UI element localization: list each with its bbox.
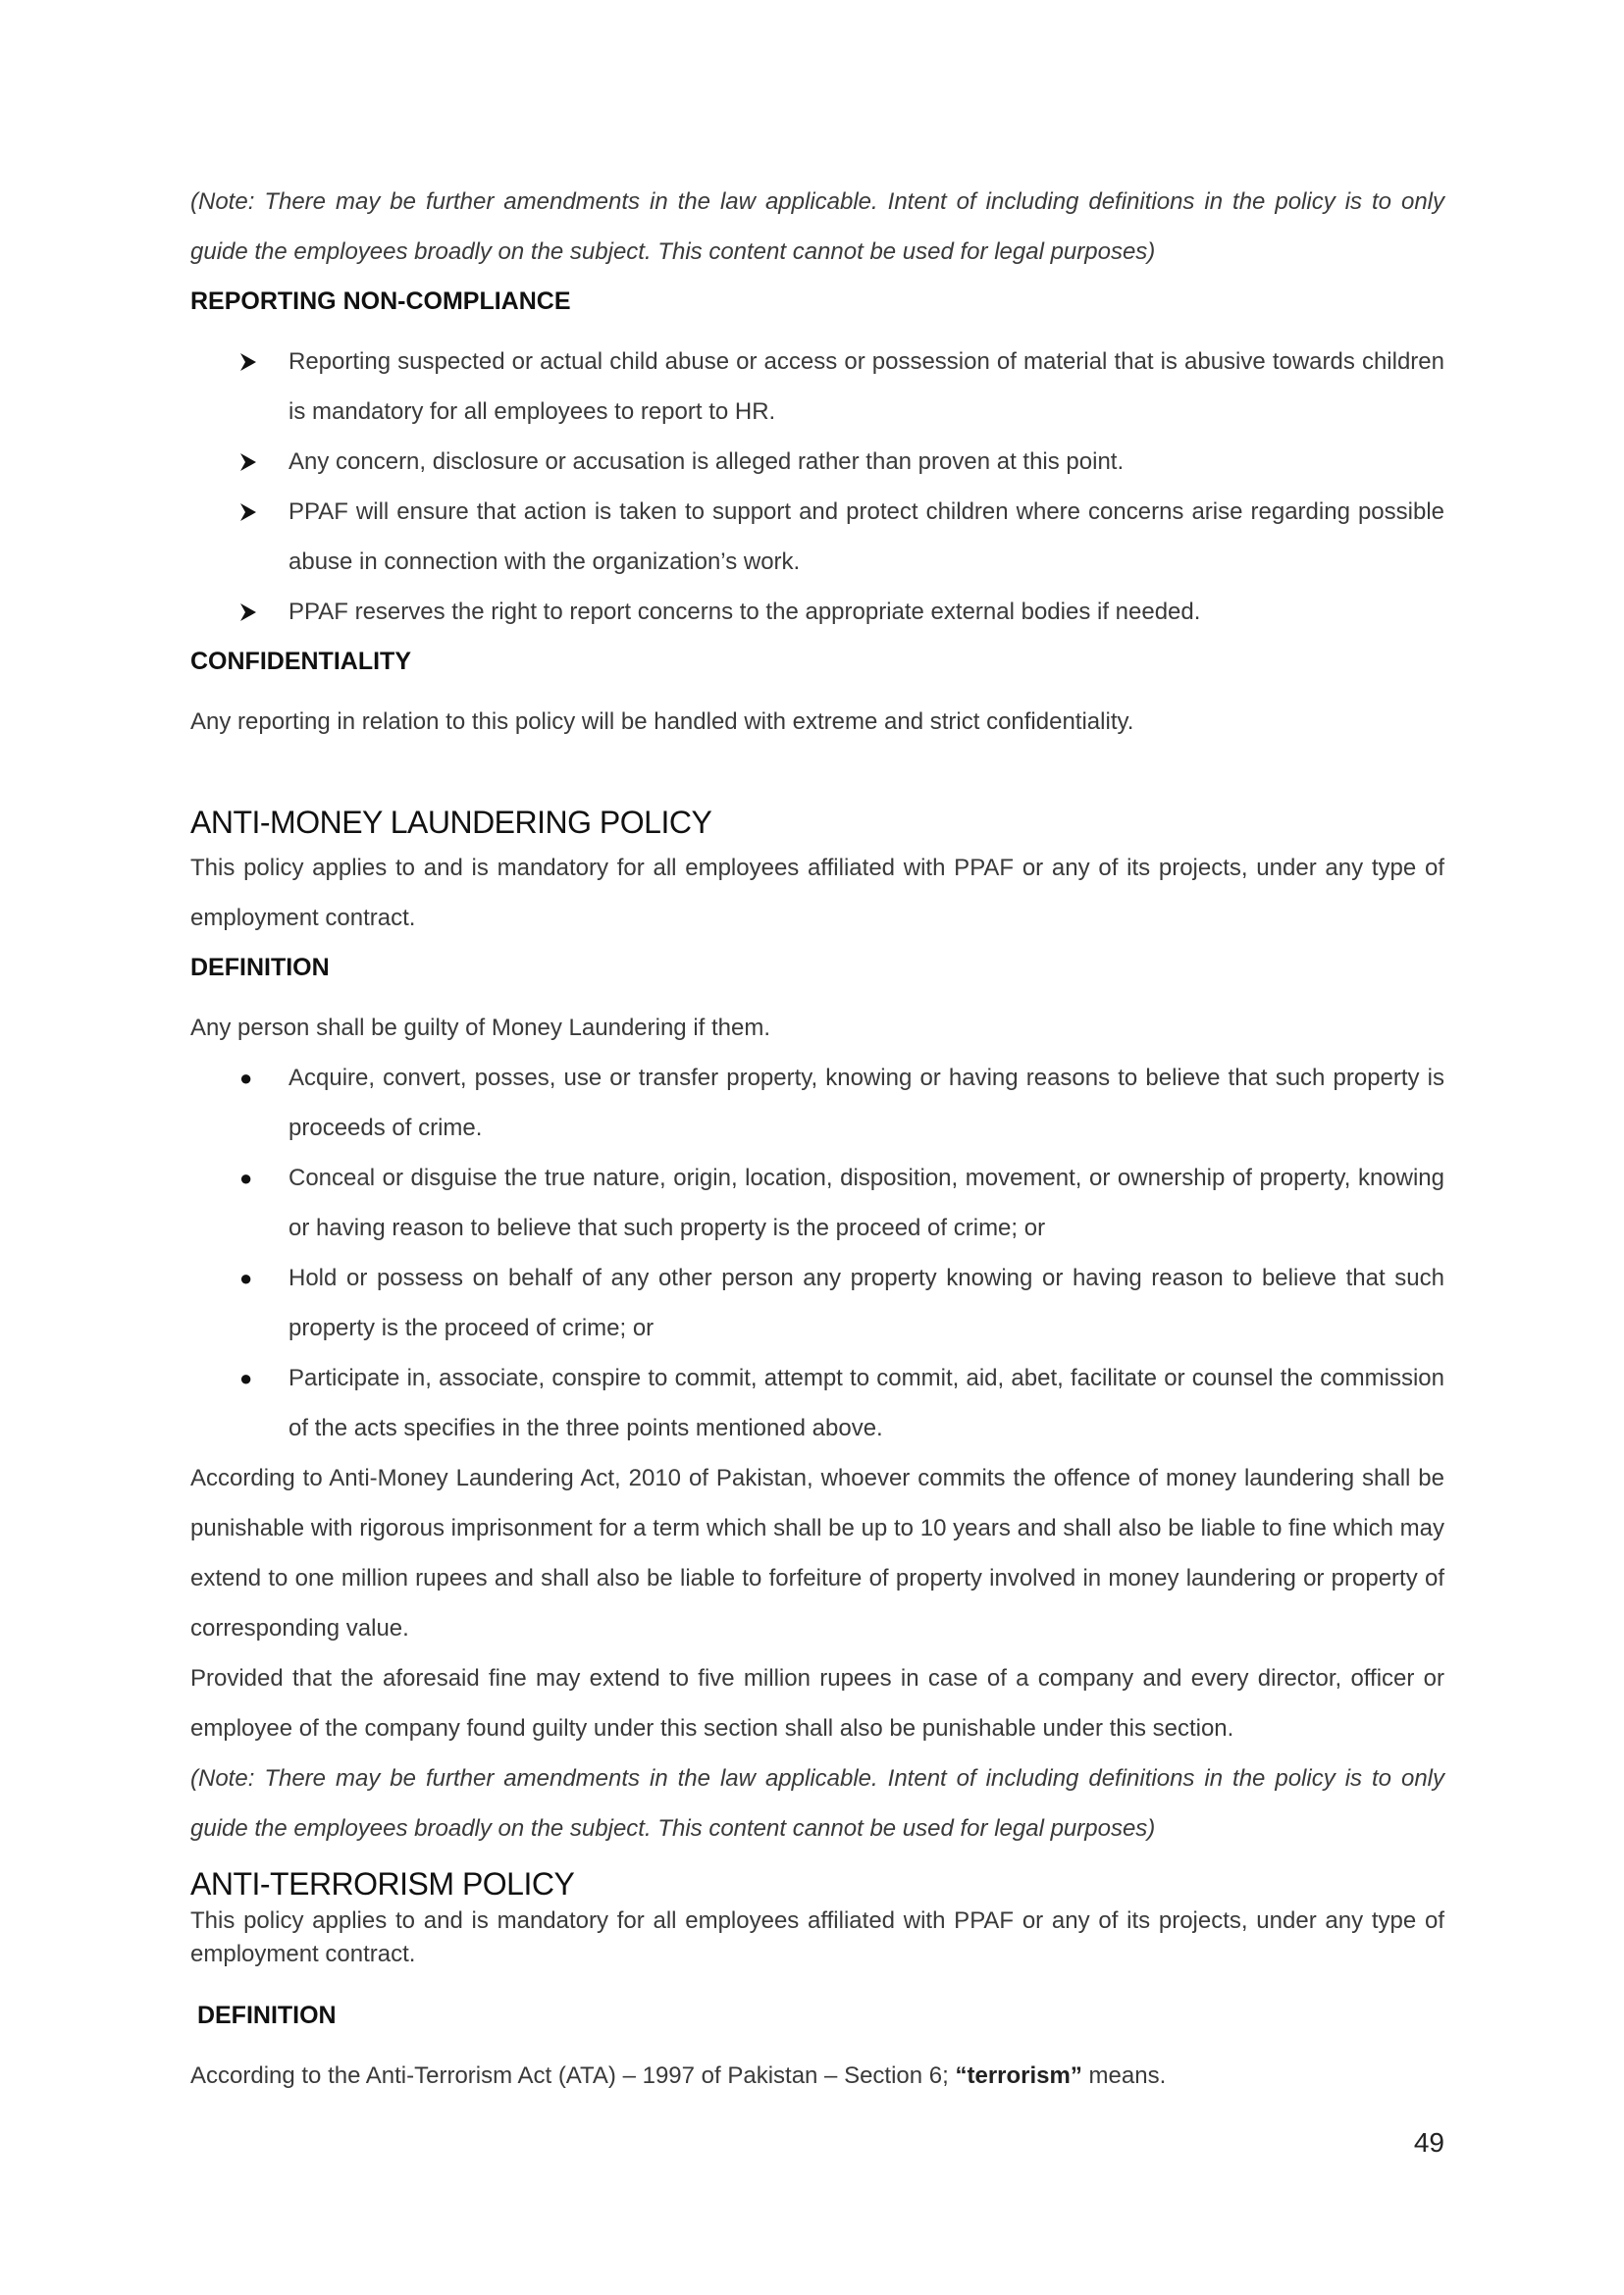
list-item: Reporting suspected or actual child abuse or access or possession of material that is abusive towards children is mandatory for all employees to report to HR. [190, 337, 1444, 437]
at-definition-text: According to the Anti-Terrorism Act (ATA) – 1997 of Pakistan – Section 6; “terrorism” means. [190, 2062, 1167, 2089]
aml-definition-list [190, 1053, 1444, 1453]
page-number: 49 [1413, 2127, 1444, 2158]
list-item: ● Acquire, convert, posses, use or transfer property, knowing or having reasons to believe that such property is proceeds of crime. [190, 1053, 1444, 1153]
list-item: ● Participate in, associate, conspire to commit, attempt to commit, aid, abet, facilitate or counsel the commission of the acts specifies in the three points mentioned above. [190, 1353, 1444, 1453]
arrow-bullet-icon [239, 437, 269, 487]
aml-definition-heading: DEFINITION [190, 954, 330, 981]
list-item: Any concern, disclosure or accusation is alleged rather than proven at this point. [190, 437, 1444, 487]
bullet-dot-icon: ● [239, 1066, 253, 1090]
aml-definition-intro: Any person shall be guilty of Money Laundering if them. [190, 1015, 771, 1041]
arrow-bullet-icon [239, 337, 269, 387]
confidentiality-heading: CONFIDENTIALITY [190, 648, 411, 675]
arrow-bullet-icon [239, 487, 269, 537]
reporting-heading: REPORTING NON-COMPLIANCE [190, 287, 571, 315]
reporting-list [190, 337, 1444, 637]
bullet-dot-icon: ● [239, 1266, 253, 1290]
aml-applies-text: This policy applies to and is mandatory for all employees affiliated with PPAF or any of its projects, under any type of employment contract. [190, 855, 1444, 931]
terrorism-term: “terrorism” [955, 2062, 1082, 2089]
list-item: PPAF reserves the right to report concerns to the appropriate external bodies if needed. [190, 587, 1444, 637]
bullet-dot-icon: ● [239, 1166, 253, 1190]
bullet-dot-icon: ● [239, 1366, 253, 1390]
aml-provided-text: Provided that the aforesaid fine may extend to five million rupees in case of a company and every director, officer or employee of the company found guilty under this section shall also be punishable under this section. [190, 1665, 1444, 1742]
aml-act-text: According to Anti-Money Laundering Act, 2010 of Pakistan, whoever commits the offence of money laundering shall be punishable with rigorous imprisonment for a term which shall be up to 10 years and shall also be liable to fine which may extend to one million rupees and shall also be liable to forfeiture of property involved in money laundering or property of corresponding value. [190, 1465, 1444, 1642]
at-definition-heading: DEFINITION [196, 2002, 337, 2029]
document-page [190, 177, 1444, 2101]
confidentiality-text: Any reporting in relation to this policy will be handled with extreme and strict confidentiality. [190, 708, 1134, 735]
legal-note-top: (Note: There may be further amendments in the law applicable. Intent of including definitions in the policy is to only guide the employees broadly on the subject. This content cannot be used for legal purposes) [190, 188, 1444, 265]
list-item: ● Hold or possess on behalf of any other person any property knowing or having reason to believe that such property is the proceed of crime; or [190, 1253, 1444, 1353]
at-applies-text: This policy applies to and is mandatory for all employees affiliated with PPAF or any of its projects, under any type of employment contract. [190, 1907, 1444, 1967]
aml-legal-note: (Note: There may be further amendments in the law applicable. Intent of including definitions in the policy is to only guide the employees broadly on the subject. This content cannot be used for legal purposes) [190, 1765, 1444, 1842]
list-item: ● Conceal or disguise the true nature, origin, location, disposition, movement, or ownership of property, knowing or having reason to believe that such property is the proceed of crime; or [190, 1153, 1444, 1253]
aml-title: ANTI-MONEY LAUNDERING POLICY [190, 805, 712, 840]
arrow-bullet-icon [239, 587, 269, 637]
at-title: ANTI-TERRORISM POLICY [190, 1866, 575, 1902]
list-item: PPAF will ensure that action is taken to support and protect children where concerns arise regarding possible abuse in connection with the organization’s work. [190, 487, 1444, 587]
